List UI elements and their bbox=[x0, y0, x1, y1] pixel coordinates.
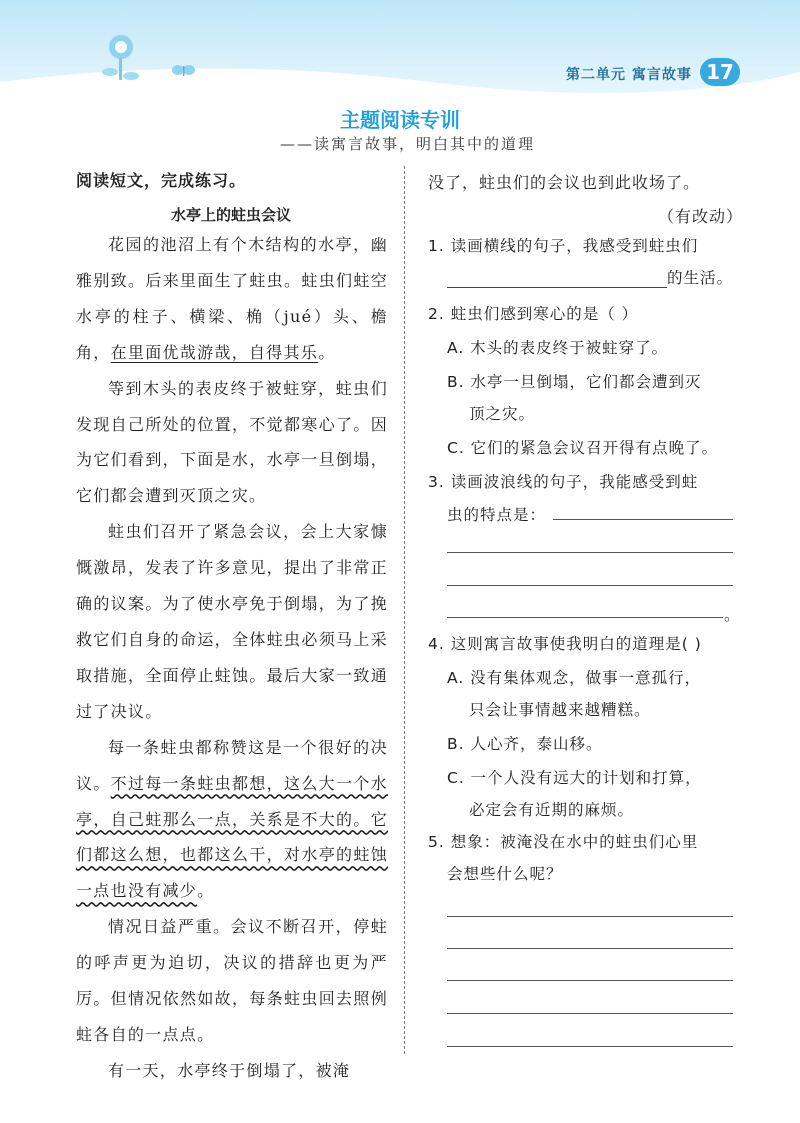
page-subtitle: ——读寓言故事，明白其中的道理 bbox=[280, 135, 536, 153]
story-paragraph: 花园的池沼上有个木结构的水亭，幽雅别致。后来里面生了蛀虫。蛀虫们蛀空水亭的柱子、横梁、桷（jué）头、檐角，在里面优哉游哉，自得其乐。 bbox=[76, 235, 388, 362]
question-2: 2. 蛀虫们感到寒心的是（ ） bbox=[428, 305, 639, 323]
story-paragraph: 每一条蛀虫都称赞这是一个很好的决议。不过每一条蛀虫都想，这么大一个水亭，自己蛀那么一点，关系是不大的。它们都这么想，也都这么干，对水亭的蛀蚀一点也没有减少。 bbox=[76, 737, 388, 901]
question-3: 3. 读画波浪线的句子，我能感受到蛀 bbox=[428, 473, 699, 491]
question-1: 1. 读画横线的句子，我感受到蛀虫们 bbox=[428, 237, 699, 255]
question-5-cont: 会想些什么呢？ bbox=[447, 865, 563, 883]
instruction: 阅读短文，完成练习。 bbox=[76, 171, 247, 190]
story-paragraph: 情况日益严重。会议不断召开，停蛀的呼声更为迫切，决议的措辞也更为严厉。但情况依然如故，每条蛀虫回去照例蛀各自的一点点。 bbox=[76, 917, 388, 1044]
page-title: 主题阅读专训 bbox=[340, 108, 460, 132]
source-note: （有改动） bbox=[658, 207, 744, 226]
answer-line[interactable] bbox=[447, 552, 733, 553]
unit-label: 第二单元 寓言故事 bbox=[566, 67, 692, 83]
question-4-option-b[interactable]: B. 人心齐，泰山移。 bbox=[447, 735, 603, 753]
answer-line[interactable] bbox=[447, 1046, 733, 1047]
answer-line[interactable] bbox=[553, 519, 733, 520]
column-divider bbox=[404, 166, 405, 1054]
butterfly-icon bbox=[172, 65, 195, 76]
story-text bbox=[76, 227, 388, 1089]
question-2-option-a[interactable]: A. 木头的表皮终于被蛀穿了。 bbox=[447, 339, 669, 357]
answer-line[interactable] bbox=[447, 980, 733, 981]
answer-line[interactable] bbox=[447, 617, 723, 618]
question-5: 5. 想象：被淹没在水中的蛀虫们心里 bbox=[428, 833, 699, 851]
question-1-blank-line[interactable]: 的生活。 bbox=[447, 266, 733, 288]
story-title: 水亭上的蛀虫会议 bbox=[170, 206, 291, 224]
question-4-option-c-cont: 必定会有近期的麻烦。 bbox=[469, 801, 635, 819]
straight-underlined-sentence: 在里面优哉游哉，自得其乐 bbox=[110, 342, 319, 362]
question-3-cont: 虫的特点是： bbox=[447, 506, 547, 524]
story-paragraph: 等到木头的表皮终于被蛀穿，蛀虫们发现自己所处的位置，不觉都寒心了。因为它们看到，下面是水，水亭一旦倒塌，它们都会遭到灭顶之灾。 bbox=[76, 378, 388, 506]
question-4: 4. 这则寓言故事使我明白的道理是( ) bbox=[428, 635, 702, 653]
answer-line[interactable] bbox=[447, 948, 733, 949]
question-2-option-c[interactable]: C. 它们的紧急会议召开得有点晚了。 bbox=[447, 439, 719, 457]
answer-line[interactable] bbox=[447, 585, 733, 586]
question-2-option-b-cont: 顶之灾。 bbox=[469, 405, 536, 423]
story-paragraph: 蛀虫们召开了紧急会议，会上大家慷慨激昂，发表了许多意见，提出了非常正确的议案。为了使水亭免于倒塌，为了挽救它们自身的命运，全体蛀虫必须马上采取措施，全面停止蛀蚀。最后大家一致通过了决议。 bbox=[76, 522, 388, 721]
question-4-option-a[interactable]: A. 没有集体观念，做事一意孤行， bbox=[447, 669, 702, 687]
story-paragraph: 有一天，水亭终于倒塌了，被淹 bbox=[108, 1060, 351, 1080]
question-3-period: 。 bbox=[724, 605, 742, 624]
wavy-underlined-sentence: 不过每一条蛀虫都想，这么大一个水亭，自己蛀那么一点，关系是不大的。它们都这么想，也都这么干，对水亭的蛀蚀一点也没有减少 bbox=[76, 773, 388, 901]
question-2-option-b[interactable]: B. 水亭一旦倒塌，它们都会遭到灭 bbox=[447, 373, 702, 391]
story-continuation: 没了，蛀虫们的会议也到此收场了。 bbox=[428, 173, 701, 192]
question-4-option-a-cont: 只会让事情越来越糟糕。 bbox=[469, 701, 651, 719]
answer-blank[interactable] bbox=[447, 269, 667, 288]
question-4-option-c[interactable]: C. 一个人没有远大的计划和打算， bbox=[447, 769, 702, 787]
page-number: 17 bbox=[700, 58, 740, 86]
answer-line[interactable] bbox=[447, 1013, 733, 1014]
answer-line[interactable] bbox=[447, 916, 733, 917]
